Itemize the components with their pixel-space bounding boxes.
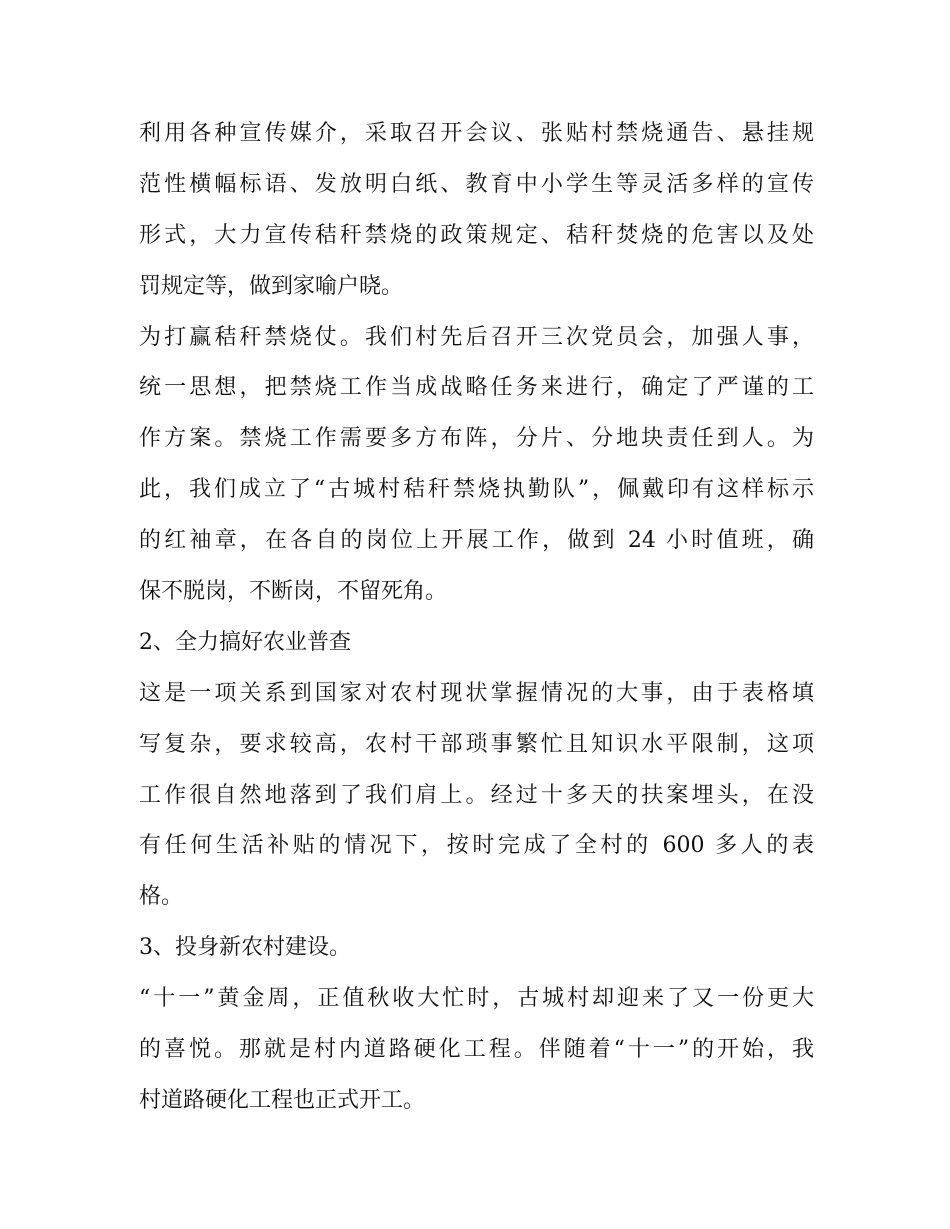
body-text-line: 格。: [139, 884, 184, 910]
document-page: [139, 109, 814, 1127]
body-text-line: 统一思想，把禁烧工作当成战略任务来进行，确定了严谨的工: [139, 375, 814, 401]
body-text-line: 有任何生活补贴的情况下，按时完成了全村的 600 多人的表: [139, 833, 814, 859]
body-text-line: “十一”黄金周，正值秋收大忙时，古城村却迎来了又一份更大: [139, 986, 814, 1012]
body-text-line: 形式，大力宣传秸秆禁烧的政策规定、秸秆焚烧的危害以及处: [139, 222, 814, 248]
body-text-line: 为打赢秸秆禁烧仗。我们村先后召开三次党员会，加强人事，: [139, 324, 814, 350]
body-text-line: 的红袖章，在各自的岗位上开展工作，做到 24 小时值班，确: [139, 528, 814, 554]
section-heading: 3、投身新农村建设。: [139, 935, 351, 961]
body-text-line: 的喜悦。那就是村内道路硬化工程。伴随着“十一”的开始，我: [139, 1037, 814, 1063]
body-text-line: 这是一项关系到国家对农村现状掌握情况的大事，由于表格填: [139, 680, 814, 706]
body-text-line: 工作很自然地落到了我们肩上。经过十多天的扶案埋头，在没: [139, 782, 814, 808]
body-text-line: 村道路硬化工程也正式开工。: [139, 1087, 426, 1113]
body-text-line: 范性横幅标语、发放明白纸、教育中小学生等灵活多样的宣传: [139, 171, 814, 197]
section-heading: 2、全力搞好农业普查: [139, 629, 351, 655]
body-text-line: 保不脱岗，不断岗，不留死角。: [139, 579, 448, 605]
body-text-line: 写复杂，要求较高，农村干部琐事繁忙且知识水平限制，这项: [139, 731, 814, 757]
body-text-line: 罚规定等，做到家喻户晓。: [139, 273, 404, 299]
body-text-line: 利用各种宣传媒介，采取召开会议、张贴村禁烧通告、悬挂规: [139, 121, 814, 146]
body-text-line: 作方案。禁烧工作需要多方布阵，分片、分地块责任到人。为: [139, 426, 814, 452]
body-text-line: 此，我们成立了“古城村秸秆禁烧执勤队”，佩戴印有这样标示: [139, 477, 814, 503]
